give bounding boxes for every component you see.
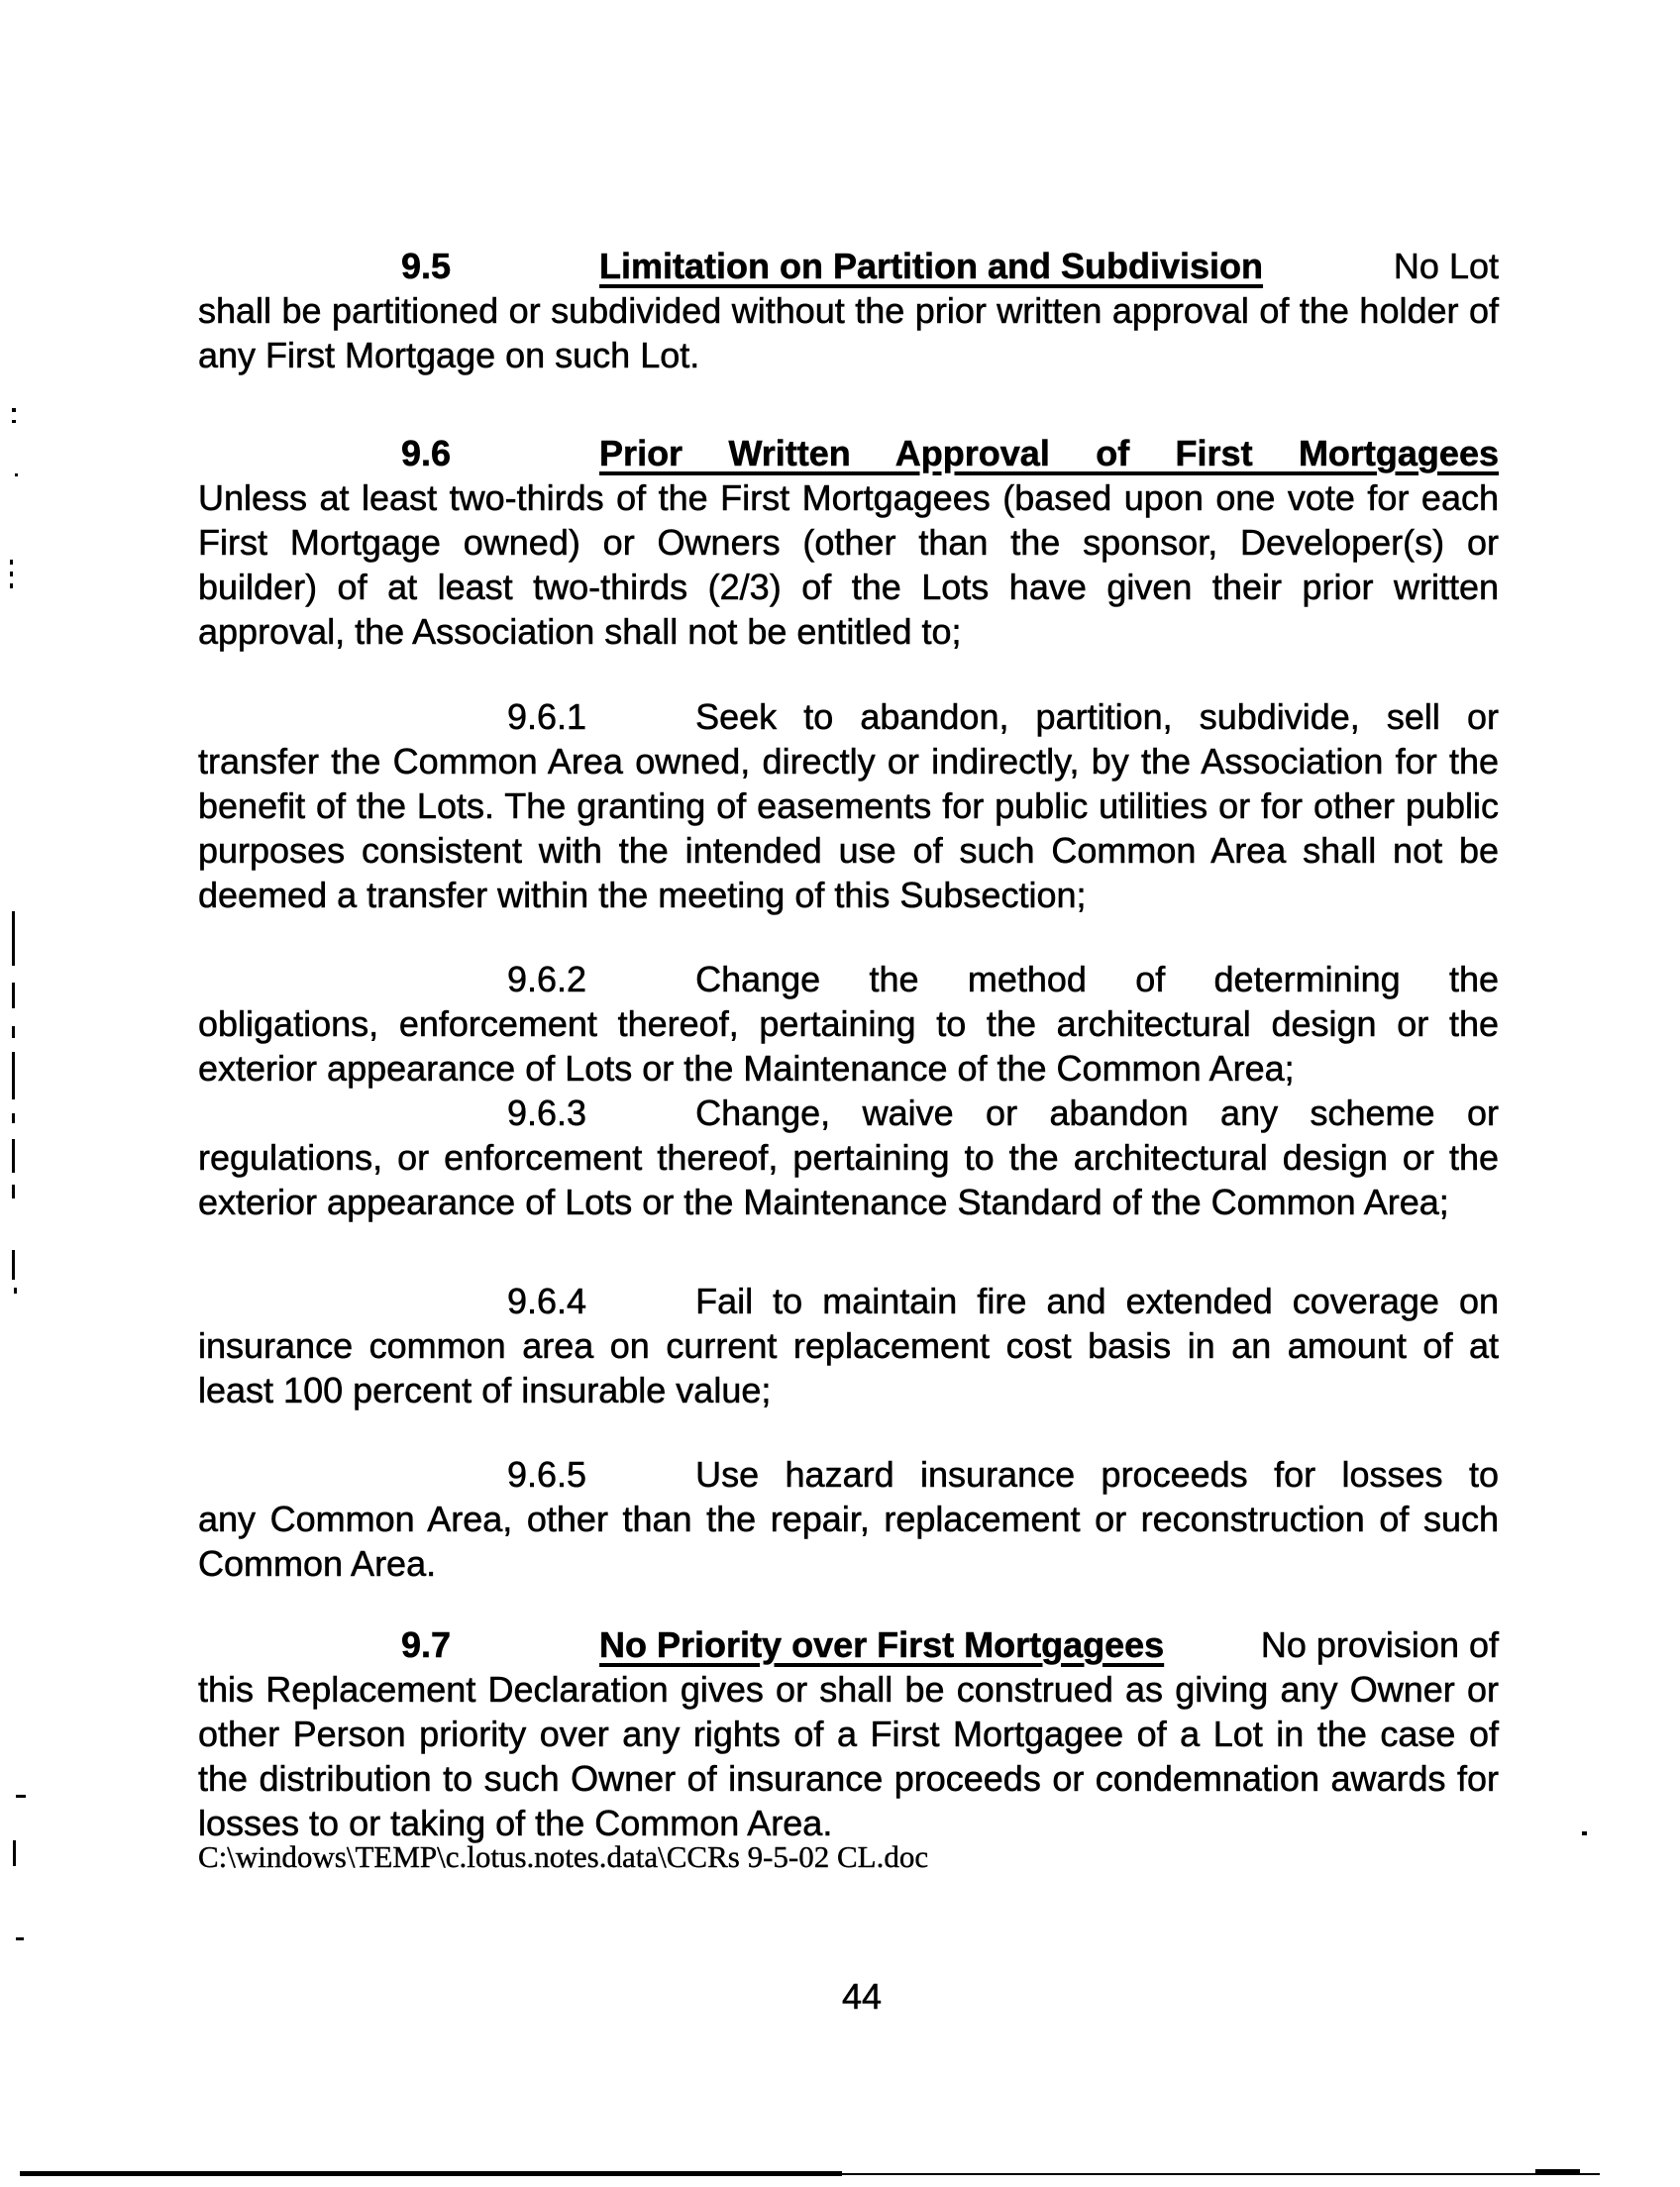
scan-artifact-mark [12, 1185, 15, 1198]
section-body: this Replacement Declaration gives or shall be construed as giving any Owner or other Person priority over any rights of a First Mortgagee of a Lot in the case of the distribution to such Owner of insurance proceeds or condemnation awards for losses to or taking of the Common Area. [198, 1669, 1499, 1843]
scan-artifact-mark [10, 560, 13, 565]
scan-artifact-mark [12, 1139, 15, 1173]
section-9-5-heading [198, 244, 1499, 288]
scan-artifact-mark [12, 1113, 15, 1123]
subsection-9-6-3 [198, 1091, 1499, 1224]
subsection-lead-text: Seek to abandon, partition, subdivide, sell or [695, 696, 1499, 737]
subsection-9-6-3-heading [198, 1091, 1499, 1135]
subsection-body: insurance common area on current replacement cost basis in an amount of at least 100 percent of insurable value; [198, 1325, 1499, 1410]
section-9-7 [198, 1622, 1499, 1845]
subsection-9-6-1 [198, 694, 1499, 917]
subsection-body: obligations, enforcement thereof, pertaining to the architectural design or the exterior appearance of Lots or the Maintenance of the Common Area; [198, 1003, 1499, 1089]
section-title: No Priority over First Mortgagees [599, 1624, 1165, 1665]
subsection-9-6-5-heading [198, 1452, 1499, 1497]
scan-artifact-mark [10, 583, 13, 588]
section-title: Limitation on Partition and Subdivision [599, 246, 1264, 286]
scan-artifact-mark [12, 420, 16, 423]
scan-artifact-mark [12, 1026, 15, 1038]
subsection-9-6-2-heading [198, 957, 1499, 1001]
subsection-lead-text: Fail to maintain fire and extended coverage on [695, 1281, 1499, 1321]
section-lead-text: No Lot [1393, 246, 1499, 286]
scan-artifact-mark [12, 911, 15, 966]
section-body: shall be partitioned or subdivided without the prior written approval of the holder of any First Mortgage on such Lot. [198, 290, 1499, 375]
scan-artifact-mark [14, 1288, 17, 1294]
scan-artifact-line [20, 2171, 842, 2176]
file-path-footer: C:\windows\TEMP\c.lotus.notes.data\CCRs 9-5-02 CL.doc [198, 1839, 929, 1874]
scan-artifact-mark [13, 1840, 16, 1866]
subsection-number: 9.6.5 [507, 1454, 587, 1495]
subsection-number: 9.6.2 [507, 959, 587, 999]
subsection-9-6-1-heading [198, 694, 1499, 739]
scan-artifact-line [842, 2173, 1600, 2175]
section-lead-text: No provision of [1260, 1624, 1499, 1665]
scan-artifact-mark [12, 983, 15, 1008]
subsection-body: any Common Area, other than the repair, replacement or reconstruction of such Common Area. [198, 1499, 1499, 1584]
subsection-number: 9.6.1 [507, 696, 587, 737]
scan-artifact-mark [15, 473, 18, 476]
page-number: 44 [841, 1976, 883, 2017]
document-content [198, 244, 1499, 1875]
section-number: 9.5 [401, 246, 452, 286]
subsection-lead-text: Change the method of determining the [695, 959, 1499, 999]
section-9-6-heading [198, 431, 1499, 475]
scan-artifact-mark [12, 1052, 15, 1099]
section-title: Prior Written Approval of First Mortgagees [599, 433, 1499, 473]
section-9-7-heading [198, 1622, 1499, 1667]
subsection-9-6-2 [198, 957, 1499, 1091]
scan-artifact-mark [10, 572, 13, 576]
subsection-body: transfer the Common Area owned, directly or indirectly, by the Association for the benefit of the Lots. The granting of easements for public utilities or for other public purposes consistent with the intended use of such Common Area shall not be deemed a transfer within the meeting of this Subsection; [198, 741, 1499, 915]
scan-artifact-mark [16, 1795, 26, 1798]
scan-artifact-mark [12, 408, 16, 412]
subsection-9-6-4-heading [198, 1279, 1499, 1323]
subsection-number: 9.6.3 [507, 1093, 587, 1133]
subsection-9-6-4 [198, 1279, 1499, 1412]
scan-artifact-mark [12, 1250, 15, 1280]
subsection-lead-text: Use hazard insurance proceeds for losses to [695, 1454, 1499, 1495]
scan-artifact-mark [1582, 1831, 1587, 1835]
subsection-number: 9.6.4 [507, 1281, 587, 1321]
section-body: Unless at least two-thirds of the First Mortgagees (based upon one vote for each First Mortgage owned) or Owners (other than the sponsor, Developer(s) or builder) of at least two-thirds (2/3) of the Lots have given their prior written approval, the Association shall not be entitled to; [198, 477, 1499, 652]
section-9-6 [198, 431, 1499, 654]
scan-artifact-line [1535, 2169, 1580, 2173]
section-number: 9.7 [401, 1624, 452, 1665]
subsection-body: regulations, or enforcement thereof, pertaining to the architectural design or the exterior appearance of Lots or the Maintenance Standard of the Common Area; [198, 1137, 1499, 1222]
subsection-lead-text: Change, waive or abandon any scheme or [695, 1093, 1499, 1133]
section-number: 9.6 [401, 433, 452, 473]
scan-artifact-mark [16, 1937, 24, 1940]
section-9-5 [198, 244, 1499, 377]
subsection-9-6-5 [198, 1452, 1499, 1586]
